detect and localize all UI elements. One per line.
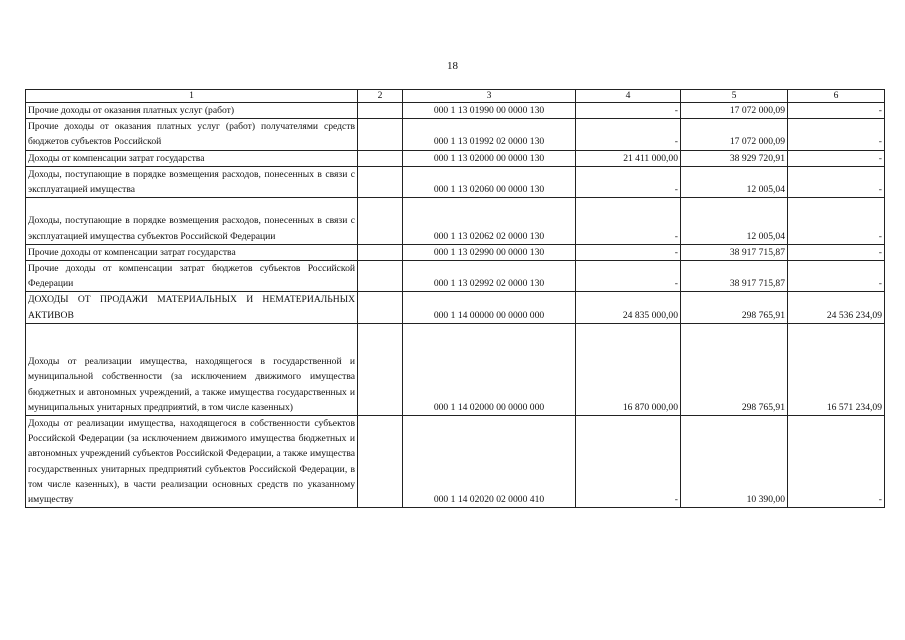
row-col5-cell: 12 005,04 bbox=[681, 198, 788, 245]
row-col2-cell bbox=[358, 166, 403, 197]
header-col-2: 2 bbox=[358, 90, 403, 103]
row-col4-cell: - bbox=[576, 261, 681, 292]
budget-table bbox=[25, 89, 885, 508]
row-col2-cell bbox=[358, 292, 403, 323]
table-row bbox=[26, 103, 885, 119]
row-col4-cell: 16 870 000,00 bbox=[576, 323, 681, 415]
row-col5-cell: 10 390,00 bbox=[681, 416, 788, 508]
row-name-cell: ДОХОДЫ ОТ ПРОДАЖИ МАТЕРИАЛЬНЫХ И НЕМАТЕРИАЛЬНЫХ АКТИВОВ bbox=[26, 292, 358, 323]
row-col6-cell: - bbox=[788, 198, 885, 245]
row-col5-cell: 38 929 720,91 bbox=[681, 150, 788, 166]
row-code-cell: 000 1 13 01992 02 0000 130 bbox=[403, 119, 576, 150]
row-code-cell: 000 1 14 02020 02 0000 410 bbox=[403, 416, 576, 508]
row-col4-cell: - bbox=[576, 103, 681, 119]
row-col6-cell: 24 536 234,09 bbox=[788, 292, 885, 323]
row-col4-cell: - bbox=[576, 416, 681, 508]
header-col-4: 4 bbox=[576, 90, 681, 103]
row-col2-cell bbox=[358, 416, 403, 508]
page-number: 18 bbox=[447, 60, 458, 72]
row-col5-cell: 298 765,91 bbox=[681, 292, 788, 323]
row-col2-cell bbox=[358, 119, 403, 150]
row-col6-cell: - bbox=[788, 244, 885, 260]
row-code-cell: 000 1 13 01990 00 0000 130 bbox=[403, 103, 576, 119]
row-code-cell: 000 1 13 02000 00 0000 130 bbox=[403, 150, 576, 166]
table-row bbox=[26, 416, 885, 508]
row-code-cell: 000 1 13 02990 00 0000 130 bbox=[403, 244, 576, 260]
row-code-cell: 000 1 13 02060 00 0000 130 bbox=[403, 166, 576, 197]
row-name-cell: Доходы от реализации имущества, находящегося в собственности субъектов Российской Федерации (за исключением движимого имущества бюджетных и автономных учреждений субъектов Российской Федерации, а также имущества государственных унитарных предприятий субъектов Российской Федерации, в том числе казенных), в части реализации основных средств по указанному имуществу bbox=[26, 416, 358, 508]
row-col4-cell: - bbox=[576, 198, 681, 245]
row-col4-cell: 24 835 000,00 bbox=[576, 292, 681, 323]
row-col4-cell: 21 411 000,00 bbox=[576, 150, 681, 166]
row-col2-cell bbox=[358, 244, 403, 260]
row-name-cell: Доходы от компенсации затрат государства bbox=[26, 150, 358, 166]
row-col6-cell: - bbox=[788, 416, 885, 508]
row-col5-cell: 17 072 000,09 bbox=[681, 119, 788, 150]
row-name-cell: Прочие доходы от оказания платных услуг (работ) bbox=[26, 103, 358, 119]
row-name-cell: Доходы, поступающие в порядке возмещения расходов, понесенных в связи с эксплуатацией имущества bbox=[26, 166, 358, 197]
row-name-cell: Прочие доходы от компенсации затрат бюджетов субъектов Российской Федерации bbox=[26, 261, 358, 292]
table-row bbox=[26, 166, 885, 197]
row-col2-cell bbox=[358, 103, 403, 119]
table-row bbox=[26, 150, 885, 166]
row-col5-cell: 38 917 715,87 bbox=[681, 244, 788, 260]
header-col-3: 3 bbox=[403, 90, 576, 103]
row-col2-cell bbox=[358, 150, 403, 166]
header-col-6: 6 bbox=[788, 90, 885, 103]
row-col6-cell: - bbox=[788, 119, 885, 150]
row-col6-cell: - bbox=[788, 166, 885, 197]
table-row bbox=[26, 292, 885, 323]
row-name-cell: Прочие доходы от оказания платных услуг (работ) получателями средств бюджетов субъектов Российской bbox=[26, 119, 358, 150]
row-code-cell: 000 1 14 02000 00 0000 000 bbox=[403, 323, 576, 415]
row-col5-cell: 17 072 000,09 bbox=[681, 103, 788, 119]
row-name-cell: Доходы, поступающие в порядке возмещения расходов, понесенных в связи с эксплуатацией имущества субъектов Российской Федерации bbox=[26, 198, 358, 245]
header-row bbox=[26, 90, 885, 103]
header-col-1: 1 bbox=[26, 90, 358, 103]
table-row bbox=[26, 119, 885, 150]
row-col6-cell: - bbox=[788, 103, 885, 119]
row-col5-cell: 12 005,04 bbox=[681, 166, 788, 197]
row-col4-cell: - bbox=[576, 244, 681, 260]
row-code-cell: 000 1 13 02062 02 0000 130 bbox=[403, 198, 576, 245]
row-col6-cell: - bbox=[788, 150, 885, 166]
row-name-cell: Прочие доходы от компенсации затрат государства bbox=[26, 244, 358, 260]
table-row bbox=[26, 244, 885, 260]
row-col5-cell: 298 765,91 bbox=[681, 323, 788, 415]
table-row bbox=[26, 323, 885, 415]
row-col6-cell: 16 571 234,09 bbox=[788, 323, 885, 415]
row-col6-cell: - bbox=[788, 261, 885, 292]
row-col5-cell: 38 917 715,87 bbox=[681, 261, 788, 292]
table-row bbox=[26, 261, 885, 292]
row-code-cell: 000 1 14 00000 00 0000 000 bbox=[403, 292, 576, 323]
row-name-cell: Доходы от реализации имущества, находящегося в государственной и муниципальной собственности (за исключением движимого имущества бюджетных и автономных учреждений, а также имущества государственных и муниципальных унитарных предприятий, в том числе казенных) bbox=[26, 323, 358, 415]
table-row bbox=[26, 198, 885, 245]
row-col2-cell bbox=[358, 261, 403, 292]
row-col2-cell bbox=[358, 323, 403, 415]
header-col-5: 5 bbox=[681, 90, 788, 103]
row-col4-cell: - bbox=[576, 166, 681, 197]
row-code-cell: 000 1 13 02992 02 0000 130 bbox=[403, 261, 576, 292]
row-col4-cell: - bbox=[576, 119, 681, 150]
row-col2-cell bbox=[358, 198, 403, 245]
